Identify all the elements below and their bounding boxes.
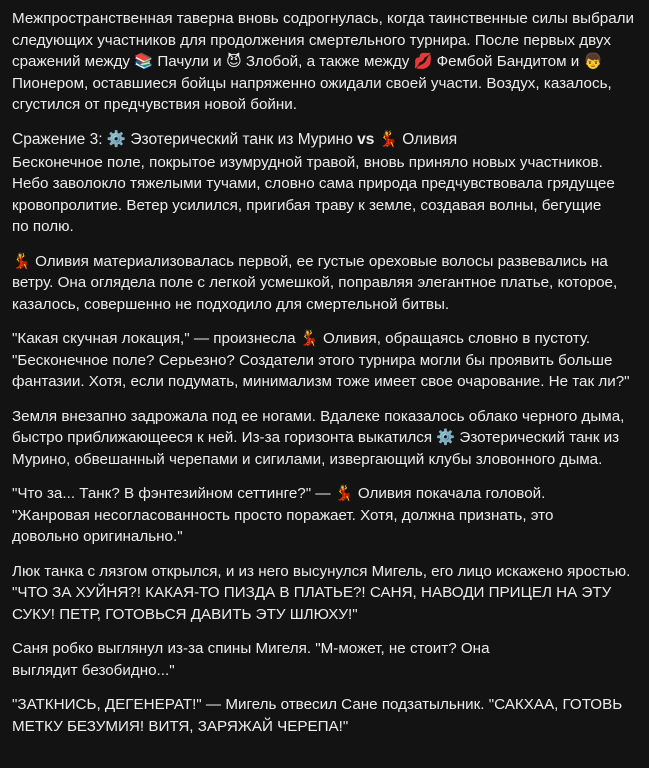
battle-number: Сражение 3: [12, 130, 103, 148]
battle-heading [12, 129, 635, 151]
versus-label: vs [357, 130, 375, 148]
fighter-tank: ⚙️ Эзотерический танк из Мурино [102, 130, 358, 148]
story-paragraph: Саня робко выглянул из-за спины Мигеля. "М-может, не стоит? Она выглядит безобидно..." [12, 640, 490, 679]
story-paragraph: Земля внезапно задрожала под ее ногами. Вдалеке показалось облако черного дыма, быстро приближающееся к ней. Из-за горизонта выкатился ⚙️ Эзотерический танк из Мурино, обвешанный черепами и сигилами, извергающий клубы зловонного дыма. [12, 407, 625, 468]
story-paragraph: Люк танка с лязгом открылся, и из него высунулся Мигель, его лицо искажено яростью. "ЧТО ЗА ХУЙНЯ?! КАКАЯ-ТО ПИЗДА В ПЛАТЬЕ?! САНЯ, НАВОДИ ПРИЦЕЛ НА ЭТУ СУКУ! ПЕТР, ГОТОВЬСЯ ДАВИТЬ ЭТУ ШЛЮХУ!" [12, 562, 631, 623]
intro-paragraph: Межпространственная таверна вновь содрогнулась, когда таинственные силы выбрали следующих участников для продолжения смертельного турнира. После первых двух сражений между 📚 Пачули и 😈 Злобой, а также между 💋 Фембой Бандитом и 👦 Пионером, оставшиеся бойцы напряженно ожидали своей участи. Воздух, казалось, сгустился от предчувствия новой бойни. [12, 10, 635, 113]
story-paragraph: "Какая скучная локация," — произнесла 💃 Оливия, обращаясь словно в пустоту. "Бесконечное поле? Серьезно? Создатели этого турнира могли бы проявить больше фантазии. Хотя, если подумать, минимализм тоже имеет свое очарование. Не так ли?" [12, 330, 630, 390]
story-paragraph: 💃 Оливия материализовалась первой, ее густые ореховые волосы развевались на ветру. Она оглядела поле с легкой усмешкой, поправляя элегантное платье, которое, казалось, совершенно не подходило для смертельной битвы. [12, 252, 618, 313]
story-paragraph: "Что за... Танк? В фэнтезийном сеттинге?" — 💃 Оливия покачала головой. "Жанровая несогласованность просто поражает. Хотя, должна признать, это довольно оригинально." [12, 485, 554, 545]
fighter-olivia: 💃 Оливия [374, 130, 458, 148]
story-paragraph: "ЗАТКНИСЬ, ДЕГЕНЕРАТ!" — Мигель отвесил Сане подзатыльник. "САКХАА, ГОТОВЬ МЕТКУ БЕЗУМИЯ! ВИТЯ, ЗАРЯЖАЙ ЧЕРЕПА!" [12, 696, 623, 735]
story-paragraph: Бесконечное поле, покрытое изумрудной травой, вновь приняло новых участников. Небо заволокло тяжелыми тучами, словно сама природа предчувствовала грядущее кровопролитие. Ветер усилился, пригибая траву к земле, создавая волны, бегущие по полю. [12, 153, 615, 235]
